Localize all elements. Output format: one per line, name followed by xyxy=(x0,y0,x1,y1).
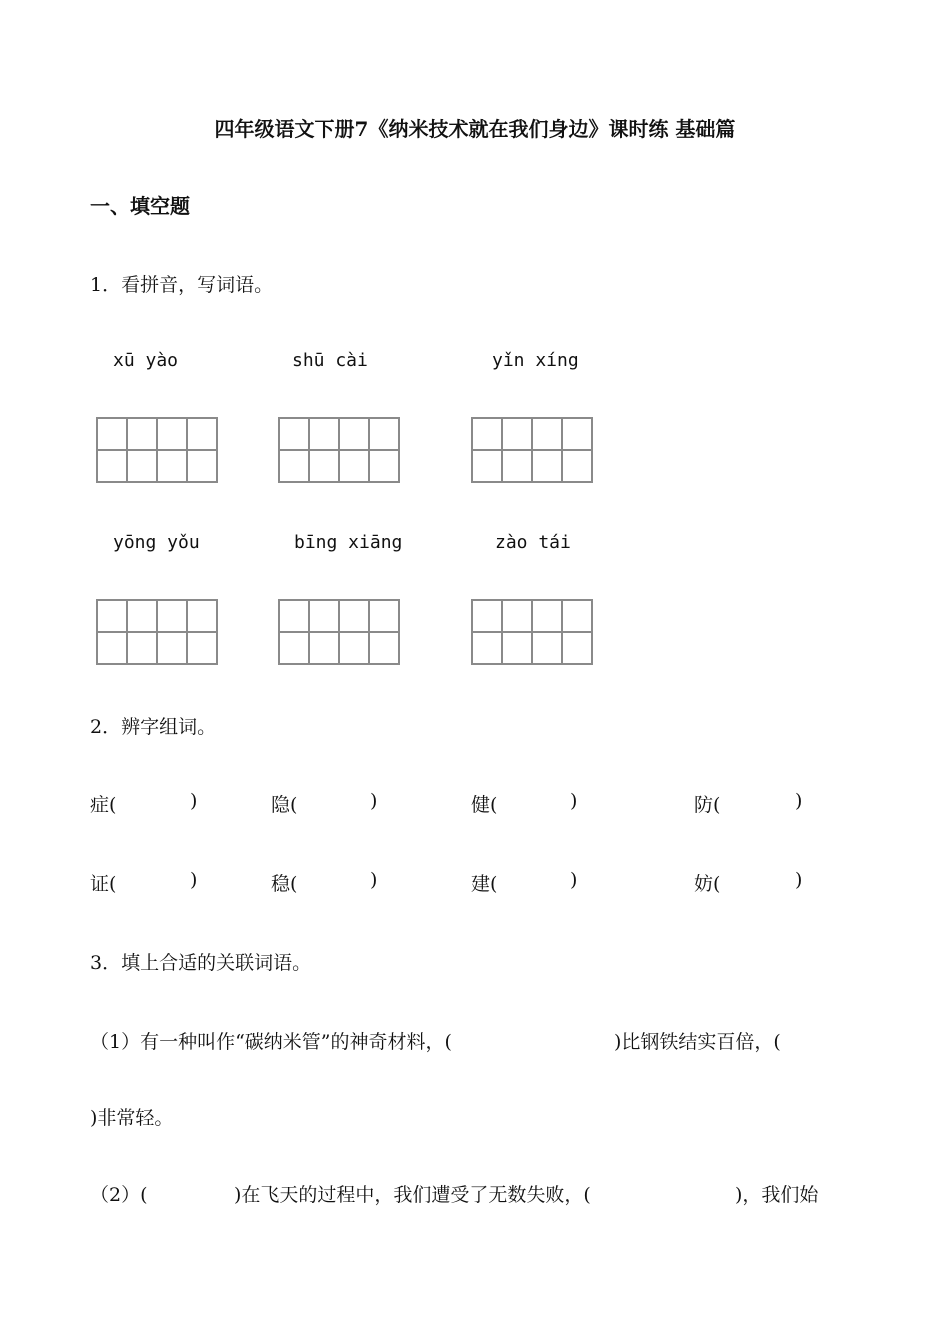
grid-cell[interactable] xyxy=(338,417,400,483)
sentence-part: )在飞天的过程中，我们遭受了无数失败，( xyxy=(234,1184,591,1206)
char-item: 证( xyxy=(90,873,117,895)
page-title: 四年级语文下册7《纳米技术就在我们身边》课时练 基础篇 xyxy=(214,117,736,141)
pinyin-label: shū cài xyxy=(292,350,368,371)
grid-cell[interactable] xyxy=(96,417,158,483)
paren-close: ) xyxy=(570,790,578,812)
sentence-part: （1）有一种叫作“碳纳米管”的神奇材料，( xyxy=(90,1031,452,1053)
question-1-prompt: 1．看拼音，写词语。 xyxy=(90,274,274,296)
writing-grid[interactable] xyxy=(471,599,593,663)
grid-cell[interactable] xyxy=(156,599,218,665)
writing-grid[interactable] xyxy=(96,599,218,663)
char-item: 隐( xyxy=(271,794,298,816)
char-item: 妨( xyxy=(694,873,721,895)
writing-grid[interactable] xyxy=(471,417,593,481)
pinyin-label: bīng xiāng xyxy=(294,532,403,553)
char-item: 建( xyxy=(471,873,498,895)
question-2-prompt: 2．辨字组词。 xyxy=(90,716,217,738)
paren-close: ) xyxy=(370,869,378,891)
paren-close: ) xyxy=(795,869,803,891)
section-heading: 一、填空题 xyxy=(90,194,190,218)
paren-close: ) xyxy=(370,790,378,812)
sentence-part: )非常轻。 xyxy=(90,1107,174,1129)
grid-cell[interactable] xyxy=(471,417,533,483)
pinyin-label: xū yào xyxy=(113,350,179,371)
sentence-part: )比钢铁结实百倍，( xyxy=(614,1031,781,1053)
grid-cell[interactable] xyxy=(278,417,340,483)
paren-close: ) xyxy=(190,869,198,891)
paren-close: ) xyxy=(190,790,198,812)
grid-cell[interactable] xyxy=(278,599,340,665)
grid-cell[interactable] xyxy=(531,417,593,483)
grid-cell[interactable] xyxy=(338,599,400,665)
writing-grid[interactable] xyxy=(278,599,400,663)
char-item: 症( xyxy=(90,794,117,816)
pinyin-label: yǐn xíng xyxy=(492,350,579,371)
sentence-part: （2）( xyxy=(90,1184,148,1206)
pinyin-label: zào tái xyxy=(495,532,571,553)
char-item: 健( xyxy=(471,794,498,816)
writing-grid[interactable] xyxy=(278,417,400,481)
paren-close: ) xyxy=(795,790,803,812)
char-item: 稳( xyxy=(271,873,298,895)
grid-cell[interactable] xyxy=(471,599,533,665)
pinyin-label: yōng yǒu xyxy=(113,532,200,553)
grid-cell[interactable] xyxy=(531,599,593,665)
char-item: 防( xyxy=(694,794,721,816)
grid-cell[interactable] xyxy=(156,417,218,483)
grid-cell[interactable] xyxy=(96,599,158,665)
writing-grid[interactable] xyxy=(96,417,218,481)
paren-close: ) xyxy=(570,869,578,891)
question-3-prompt: 3．填上合适的关联词语。 xyxy=(90,952,312,974)
sentence-part: )，我们始 xyxy=(735,1184,819,1206)
